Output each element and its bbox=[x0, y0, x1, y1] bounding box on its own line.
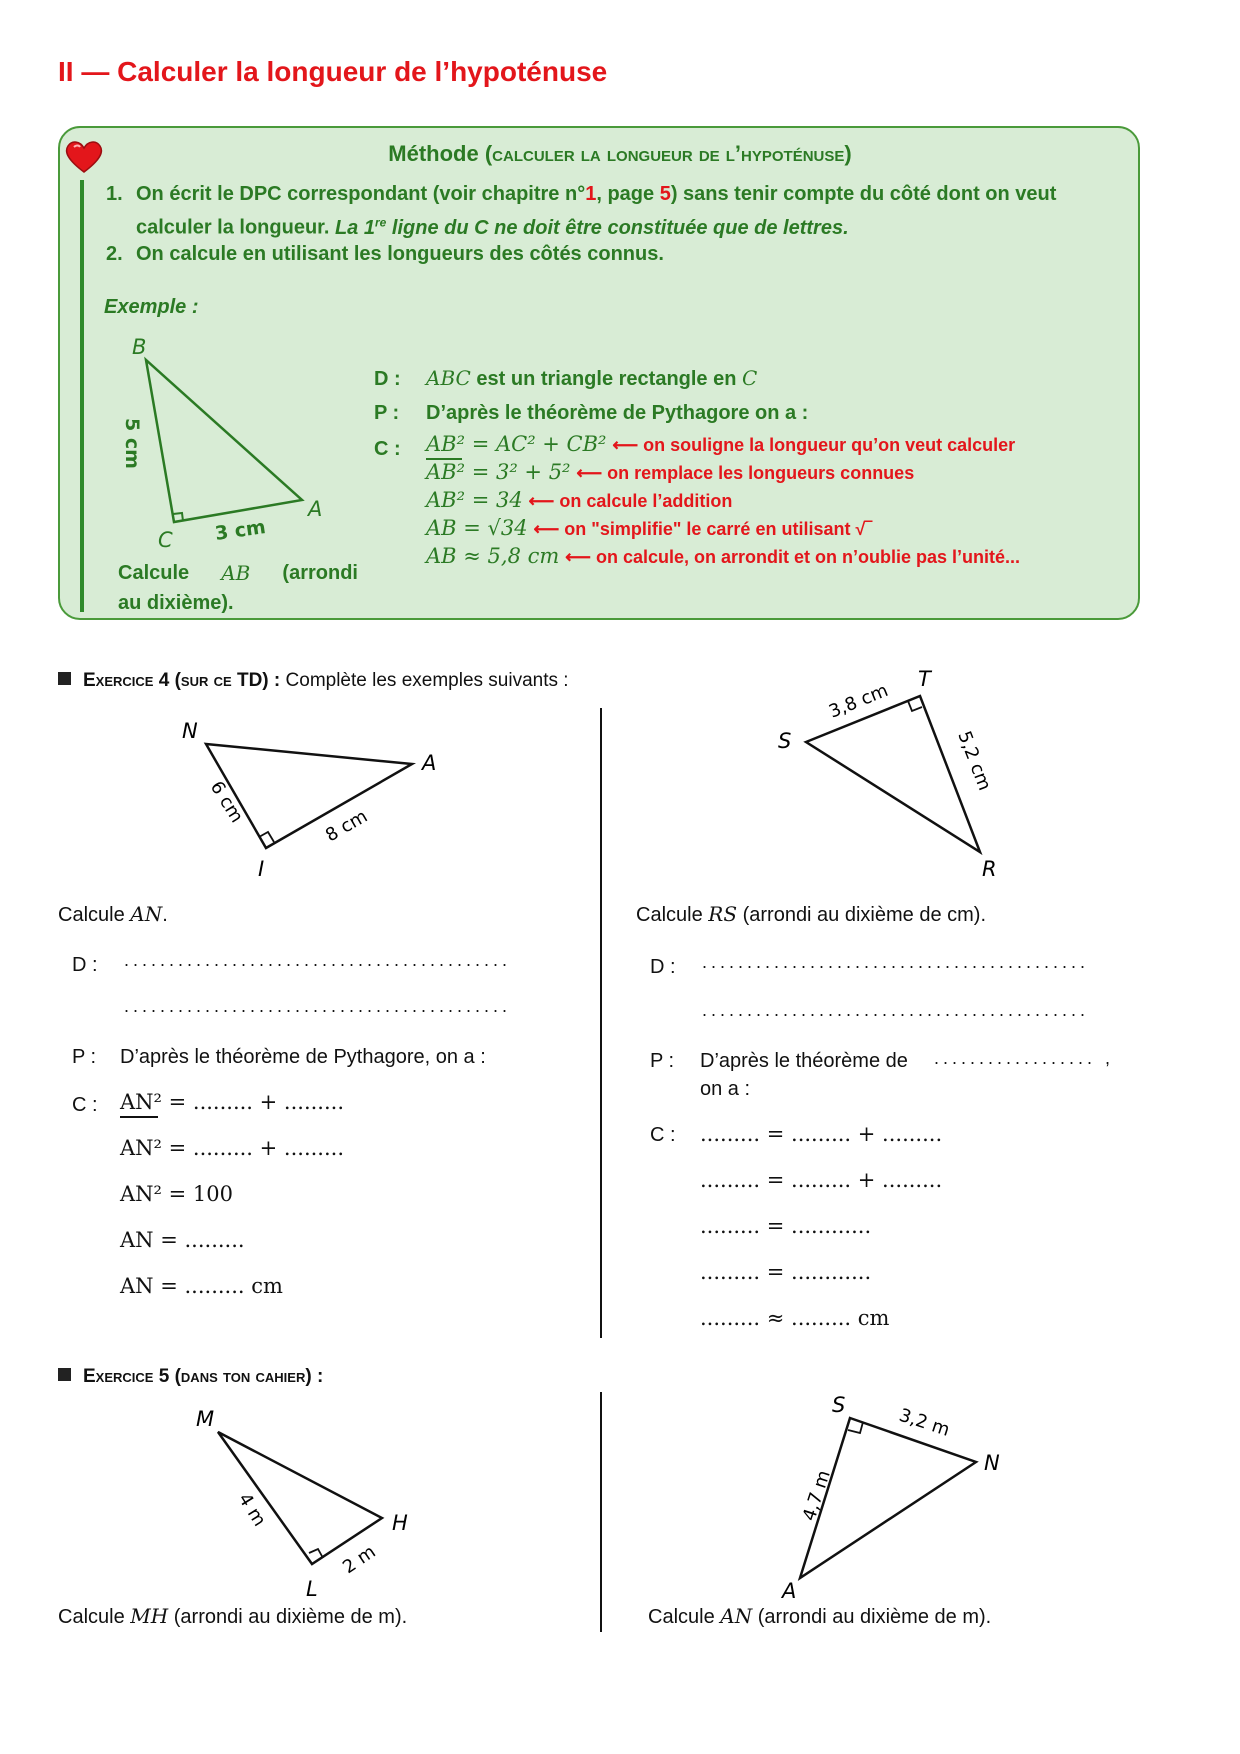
ex4-right-line-2: ......... = ......... + ......... bbox=[700, 1168, 943, 1192]
method-D-label: D : bbox=[374, 368, 401, 390]
ex5-right-prompt: Calcule AN (arrondi au dixième de m). bbox=[648, 1604, 992, 1628]
side-SA-label: 4,7 m bbox=[798, 1467, 835, 1524]
ex4-right-prompt: Calcule RS (arrondi au dixième de cm). bbox=[636, 902, 987, 926]
vertex-S: S bbox=[778, 729, 792, 753]
ex4-right-P-label: P : bbox=[650, 1050, 675, 1072]
example-triangle bbox=[100, 330, 340, 560]
vertex-A: A bbox=[782, 1579, 797, 1603]
example-prompt: Calcule AB (arrondi au dixième). bbox=[118, 561, 358, 614]
method-C-label: C : bbox=[374, 438, 401, 460]
vertex-S: S bbox=[832, 1393, 846, 1417]
ex5-left-triangle bbox=[180, 1404, 440, 1604]
ex4-left-P-label: P : bbox=[72, 1046, 97, 1068]
ex4-left-D-answer-line-2[interactable]: ........................................... bbox=[124, 996, 512, 1016]
method-calc-lines bbox=[426, 432, 1020, 572]
side-ST-label: 3,8 cm bbox=[826, 680, 892, 723]
ex4-right-calc-lines[interactable] bbox=[700, 1122, 942, 1352]
side-TR-label: 5,2 cm bbox=[953, 728, 996, 794]
ex4-right-C-label: C : bbox=[650, 1124, 676, 1146]
ex4-left-calc-lines[interactable] bbox=[120, 1090, 344, 1320]
side-NI-label: 6 cm bbox=[205, 777, 248, 827]
method-left-bar bbox=[80, 180, 84, 612]
ex5-left-prompt: Calcule MH (arrondi au dixième de m). bbox=[58, 1604, 408, 1628]
vertex-N: N bbox=[182, 719, 198, 743]
side-BC-label: 5 cm bbox=[121, 418, 143, 469]
vertex-A: A bbox=[308, 497, 323, 521]
ex4-left-P-text: D’après le théorème de Pythagore, on a : bbox=[120, 1046, 486, 1068]
side-ML-label: 4 m bbox=[233, 1489, 270, 1531]
ex5-right-triangle bbox=[770, 1390, 1030, 1610]
ex4-left-line-5: AN = ......... cm bbox=[120, 1274, 283, 1298]
ex4-left-C-label: C : bbox=[72, 1094, 98, 1116]
ex4-left-line-4: AN = ......... bbox=[120, 1228, 245, 1252]
ex4-left-D-label: D : bbox=[72, 954, 98, 976]
vertex-C: C bbox=[158, 528, 173, 552]
side-IA-label: 8 cm bbox=[322, 805, 372, 847]
section-title: II — Calculer la longueur de l’hypoténuse bbox=[58, 56, 608, 87]
underline-AN bbox=[120, 1116, 158, 1118]
bullet-square-icon bbox=[58, 1368, 71, 1381]
ex4-right-line-3: ......... = ............ bbox=[700, 1214, 872, 1238]
ex4-left-line-2: AN² = ......... + ......... bbox=[120, 1136, 345, 1160]
method-D-text: ABC est un triangle rectangle en C bbox=[426, 366, 758, 390]
method-calc-line-1: AB² = AC² + CB² ⟵ on souligne la longueur qu’on veut calculer bbox=[426, 432, 1016, 456]
method-calc-line-5: AB ≈ 5,8 cm ⟵ on calcule, on arrondit et on n’oublie pas l’unité... bbox=[426, 544, 1020, 568]
ex4-right-P-text-a: D’après le théorème de bbox=[700, 1050, 908, 1072]
method-title: Méthode (calculer la longueur de l’hypoténuse) bbox=[388, 141, 852, 166]
vertex-I: I bbox=[258, 857, 265, 881]
vertex-A: A bbox=[422, 751, 437, 775]
ex4-column-separator bbox=[600, 708, 602, 1338]
vertex-N: N bbox=[984, 1451, 1000, 1475]
method-calc-line-4: AB = √34 ⟵ on "simplifie" le carré en utilisant √‾ bbox=[426, 516, 872, 540]
vertex-L: L bbox=[306, 1577, 318, 1601]
method-calc-line-3: AB² = 34 ⟵ on calcule l’addition bbox=[426, 488, 733, 512]
ex4-right-line-4: ......... = ............ bbox=[700, 1260, 872, 1284]
method-P-text: D’après le théorème de Pythagore on a : bbox=[426, 402, 809, 424]
vertex-H: H bbox=[392, 1511, 408, 1535]
ex4-left-line-3: AN² = 100 bbox=[120, 1182, 233, 1206]
side-CA-label: 3 cm bbox=[213, 516, 268, 545]
vertex-B: B bbox=[132, 335, 147, 359]
vertex-R: R bbox=[982, 857, 997, 881]
ex4-right-line-5: ......... ≈ ......... cm bbox=[700, 1306, 890, 1330]
example-label: Exemple : bbox=[104, 296, 199, 318]
vertex-M: M bbox=[196, 1407, 215, 1431]
ex4-right-D-answer-line-1[interactable]: ........................................... bbox=[702, 952, 1090, 972]
ex5-heading: Exercice 5 (dans ton cahier) : bbox=[58, 1366, 323, 1388]
bullet-square-icon bbox=[58, 672, 71, 685]
ex4-right-line-1: ......... = ......... + ......... bbox=[700, 1122, 943, 1146]
ex4-right-P-text-b: on a : bbox=[700, 1078, 751, 1100]
method-P-label: P : bbox=[374, 402, 400, 424]
side-LH-label: 2 m bbox=[339, 1541, 380, 1579]
method-step-1: 1. On écrit le DPC correspondant (voir chapitre n°1, page 5) sans tenir compte du côté dont on veut calculer la longueur. La 1re ligne du C ne doit être constituée que de lettres. bbox=[106, 183, 1057, 239]
ex4-right-D-answer-line-2[interactable]: ........................................... bbox=[702, 1000, 1090, 1020]
side-SN-label: 3,2 m bbox=[896, 1404, 953, 1441]
ex4-right-P-answer[interactable]: .................. , bbox=[934, 1048, 1115, 1068]
ex4-left-triangle bbox=[170, 714, 460, 884]
ex4-left-prompt: Calcule AN. bbox=[58, 902, 168, 926]
ex4-left-D-answer-line-1[interactable]: ........................................... bbox=[124, 950, 512, 970]
ex4-right-D-label: D : bbox=[650, 956, 676, 978]
vertex-T: T bbox=[918, 667, 931, 691]
ex5-column-separator bbox=[600, 1392, 602, 1632]
underline-AB bbox=[426, 458, 462, 460]
ex4-right-triangle bbox=[770, 664, 1030, 884]
ex4-left-line-1: AN² = ......... + ......... bbox=[120, 1090, 345, 1114]
method-step-2: 2. On calcule en utilisant les longueurs des côtés connus. bbox=[106, 243, 664, 265]
ex4-heading: Exercice 4 (sur ce TD) : Complète les exemples suivants : bbox=[58, 670, 569, 692]
method-calc-line-2: AB² = 3² + 5² ⟵ on remplace les longueurs connues bbox=[426, 460, 915, 484]
